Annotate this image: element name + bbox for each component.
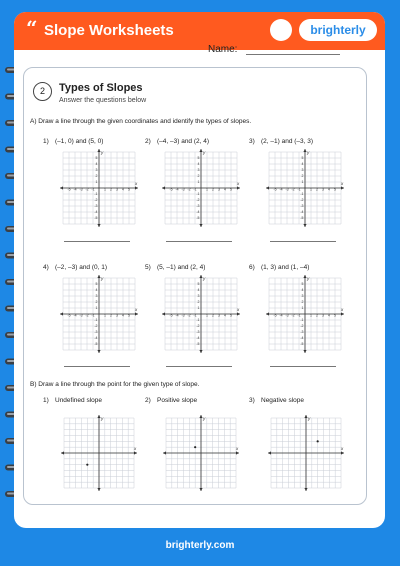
y-tick-label: -5 <box>196 342 200 347</box>
y-tick-label: -3 <box>94 330 98 335</box>
y-tick-label: -4 <box>94 336 98 341</box>
y-tick-label: 3 <box>301 294 304 299</box>
problem-a1: 1) (–1, 0) and (5, 0) <box>43 138 104 145</box>
x-tick-label: -2 <box>187 187 191 192</box>
x-tick-label: 5 <box>230 187 232 192</box>
name-label: Name: <box>208 44 238 55</box>
coordinate-grid-b3[interactable] <box>267 414 345 492</box>
y-tick-label: 4 <box>95 288 98 293</box>
problem-b1: 1) Undefined slope <box>43 397 102 404</box>
y-tick-label: -1 <box>196 318 200 323</box>
coordinate-grid-a1[interactable] <box>59 148 139 228</box>
x-axis-label: x <box>134 446 137 451</box>
given-point <box>194 446 196 448</box>
y-tick-label: -2 <box>196 324 200 329</box>
answer-line-a6[interactable] <box>270 366 336 367</box>
y-axis-label: y <box>101 150 104 155</box>
x-tick-label: 4 <box>122 187 124 192</box>
y-tick-label: 2 <box>197 174 200 179</box>
x-tick-label: -2 <box>291 187 295 192</box>
y-tick-label: 4 <box>197 288 200 293</box>
x-axis-label: x <box>341 181 344 186</box>
x-tick-label: -2 <box>291 313 295 318</box>
x-tick-label: -5 <box>273 313 277 318</box>
x-tick-label: -5 <box>67 187 71 192</box>
answer-line-a1[interactable] <box>64 241 130 242</box>
x-tick-label: 5 <box>334 313 336 318</box>
y-tick-label: -2 <box>94 324 98 329</box>
worksheet-title: Slope Worksheets <box>44 22 174 39</box>
y-tick-label: 3 <box>95 168 98 173</box>
y-axis-label: y <box>203 276 206 281</box>
y-tick-label: 3 <box>95 294 98 299</box>
problem-a5: 5) (5, –1) and (2, 4) <box>145 264 206 271</box>
x-tick-label: 1 <box>206 187 208 192</box>
y-tick-label: -1 <box>300 318 304 323</box>
x-tick-label: -3 <box>285 187 289 192</box>
x-tick-label: 4 <box>224 313 226 318</box>
problem-a6: 6) (1, 3) and (1, –4) <box>249 264 310 271</box>
y-axis-label: y <box>203 150 206 155</box>
x-tick-label: 1 <box>310 313 312 318</box>
y-tick-label: -2 <box>300 324 304 329</box>
y-tick-label: -5 <box>94 216 98 221</box>
x-tick-label: 5 <box>334 187 336 192</box>
y-tick-label: -3 <box>94 204 98 209</box>
y-tick-label: 1 <box>301 306 304 311</box>
y-tick-label: -4 <box>94 210 98 215</box>
coordinate-grid-a5[interactable] <box>161 274 241 354</box>
x-tick-label: 4 <box>224 187 226 192</box>
y-tick-label: -3 <box>196 330 200 335</box>
x-tick-label: 5 <box>230 313 232 318</box>
y-tick-label: -3 <box>300 330 304 335</box>
x-tick-label: 3 <box>116 313 118 318</box>
y-tick-label: 3 <box>301 168 304 173</box>
y-tick-label: -2 <box>94 198 98 203</box>
x-tick-label: -1 <box>91 187 95 192</box>
x-tick-label: -4 <box>73 187 77 192</box>
x-tick-label: 3 <box>218 313 220 318</box>
y-tick-label: 5 <box>95 282 98 287</box>
y-tick-label: 4 <box>301 288 304 293</box>
x-tick-label: 3 <box>116 187 118 192</box>
x-tick-label: -4 <box>73 313 77 318</box>
y-tick-label: 2 <box>197 300 200 305</box>
given-point <box>86 464 88 466</box>
y-tick-label: 5 <box>301 282 304 287</box>
y-tick-label: 4 <box>197 162 200 167</box>
x-tick-label: -4 <box>175 313 179 318</box>
y-tick-label: -2 <box>196 198 200 203</box>
x-tick-label: -3 <box>181 187 185 192</box>
coordinate-grid-b1[interactable] <box>60 414 138 492</box>
x-axis-label: x <box>135 307 138 312</box>
x-tick-label: 1 <box>206 313 208 318</box>
x-tick-label: 2 <box>212 187 214 192</box>
y-tick-label: -5 <box>300 216 304 221</box>
x-tick-label: 4 <box>122 313 124 318</box>
x-tick-label: -3 <box>285 313 289 318</box>
y-tick-label: -3 <box>300 204 304 209</box>
y-tick-label: 5 <box>197 156 200 161</box>
x-tick-label: -3 <box>79 313 83 318</box>
x-tick-label: -1 <box>193 313 197 318</box>
x-tick-label: 2 <box>316 187 318 192</box>
y-axis-label: y <box>203 416 206 421</box>
x-tick-label: 4 <box>328 313 330 318</box>
x-tick-label: 1 <box>104 187 106 192</box>
x-tick-label: 4 <box>328 187 330 192</box>
x-tick-label: -1 <box>297 313 301 318</box>
y-tick-label: -1 <box>300 192 304 197</box>
x-axis-label: x <box>341 307 344 312</box>
y-tick-label: 4 <box>301 162 304 167</box>
x-tick-label: -5 <box>169 313 173 318</box>
x-tick-label: -2 <box>85 313 89 318</box>
y-tick-label: -4 <box>300 336 304 341</box>
x-tick-label: -4 <box>175 187 179 192</box>
y-tick-label: -4 <box>196 210 200 215</box>
section-subtitle: Answer the questions below <box>59 97 147 104</box>
y-tick-label: -3 <box>196 204 200 209</box>
y-tick-label: 2 <box>95 174 98 179</box>
y-tick-label: -1 <box>94 318 98 323</box>
y-axis-label: y <box>101 276 104 281</box>
y-tick-label: 2 <box>301 174 304 179</box>
problem-a3: 3) (2, –1) and (–3, 3) <box>249 138 314 145</box>
section-number: 2 <box>33 82 52 101</box>
y-tick-label: 1 <box>197 306 200 311</box>
problem-a4: 4) (–2, –3) and (0, 1) <box>43 264 108 271</box>
answer-line-a2[interactable] <box>166 241 232 242</box>
x-axis-label: x <box>135 181 138 186</box>
x-tick-label: 1 <box>310 187 312 192</box>
footer-url[interactable]: brighterly.com <box>165 540 235 551</box>
x-tick-label: 2 <box>212 313 214 318</box>
coordinate-grid-a4[interactable] <box>59 274 139 354</box>
y-axis-label: y <box>307 276 310 281</box>
answer-line-a5[interactable] <box>166 366 232 367</box>
y-axis-label: y <box>101 416 104 421</box>
y-tick-label: -5 <box>300 342 304 347</box>
y-tick-label: -4 <box>196 336 200 341</box>
y-tick-label: 1 <box>301 180 304 185</box>
y-tick-label: -5 <box>196 216 200 221</box>
x-tick-label: 2 <box>110 187 112 192</box>
x-tick-label: 3 <box>322 313 324 318</box>
y-tick-label: 1 <box>95 306 98 311</box>
x-tick-label: 1 <box>104 313 106 318</box>
x-tick-label: 3 <box>218 187 220 192</box>
logo-text: brighterly <box>310 23 366 37</box>
x-axis-label: x <box>236 446 239 451</box>
problem-b3: 3) Negative slope <box>249 397 304 404</box>
x-tick-label: 3 <box>322 187 324 192</box>
x-axis-label: x <box>341 446 344 451</box>
problem-a2: 2) (–4, –3) and (2, 4) <box>145 138 210 145</box>
part-a-instruction: A) Draw a line through the given coordinates and identify the types of slopes. <box>30 118 252 125</box>
x-tick-label: 2 <box>316 313 318 318</box>
y-tick-label: 5 <box>301 156 304 161</box>
coordinate-grid-b2[interactable] <box>162 414 240 492</box>
x-tick-label: -1 <box>91 313 95 318</box>
y-tick-label: 3 <box>197 168 200 173</box>
y-tick-label: -5 <box>94 342 98 347</box>
y-tick-label: -2 <box>300 198 304 203</box>
x-tick-label: -2 <box>187 313 191 318</box>
y-tick-label: 2 <box>301 300 304 305</box>
quote-icon: “ <box>26 16 38 40</box>
x-tick-label: -3 <box>181 313 185 318</box>
y-tick-label: 1 <box>95 180 98 185</box>
y-tick-label: 3 <box>197 294 200 299</box>
coordinate-grid-a6[interactable] <box>265 274 345 354</box>
x-tick-label: -3 <box>79 187 83 192</box>
x-axis-label: x <box>237 181 240 186</box>
y-axis-label: y <box>308 416 311 421</box>
x-axis-label: x <box>237 307 240 312</box>
x-tick-label: -1 <box>193 187 197 192</box>
brighterly-logo[interactable] <box>299 19 377 41</box>
y-tick-label: 1 <box>197 180 200 185</box>
part-b-instruction: B) Draw a line through the point for the given type of slope. <box>30 381 200 388</box>
y-tick-label: 2 <box>95 300 98 305</box>
y-tick-label: 5 <box>95 156 98 161</box>
y-tick-label: 4 <box>95 162 98 167</box>
answer-line-a4[interactable] <box>64 366 130 367</box>
given-point <box>317 440 319 442</box>
y-tick-label: -1 <box>94 192 98 197</box>
x-tick-label: 2 <box>110 313 112 318</box>
answer-line-a3[interactable] <box>270 241 336 242</box>
circle-decoration <box>270 19 292 41</box>
name-field[interactable] <box>246 54 340 55</box>
coordinate-grid-a3[interactable] <box>265 148 345 228</box>
x-tick-label: -1 <box>297 187 301 192</box>
x-tick-label: 5 <box>128 313 130 318</box>
y-tick-label: 5 <box>197 282 200 287</box>
coordinate-grid-a2[interactable] <box>161 148 241 228</box>
y-tick-label: -4 <box>300 210 304 215</box>
x-tick-label: -5 <box>273 187 277 192</box>
x-tick-label: -2 <box>85 187 89 192</box>
x-tick-label: -4 <box>279 313 283 318</box>
section-title: Types of Slopes <box>59 82 143 94</box>
x-tick-label: -5 <box>67 313 71 318</box>
y-tick-label: -1 <box>196 192 200 197</box>
header-bar <box>14 12 385 50</box>
x-tick-label: 5 <box>128 187 130 192</box>
y-axis-label: y <box>307 150 310 155</box>
x-tick-label: -5 <box>169 187 173 192</box>
problem-b2: 2) Positive slope <box>145 397 198 404</box>
x-tick-label: -4 <box>279 187 283 192</box>
